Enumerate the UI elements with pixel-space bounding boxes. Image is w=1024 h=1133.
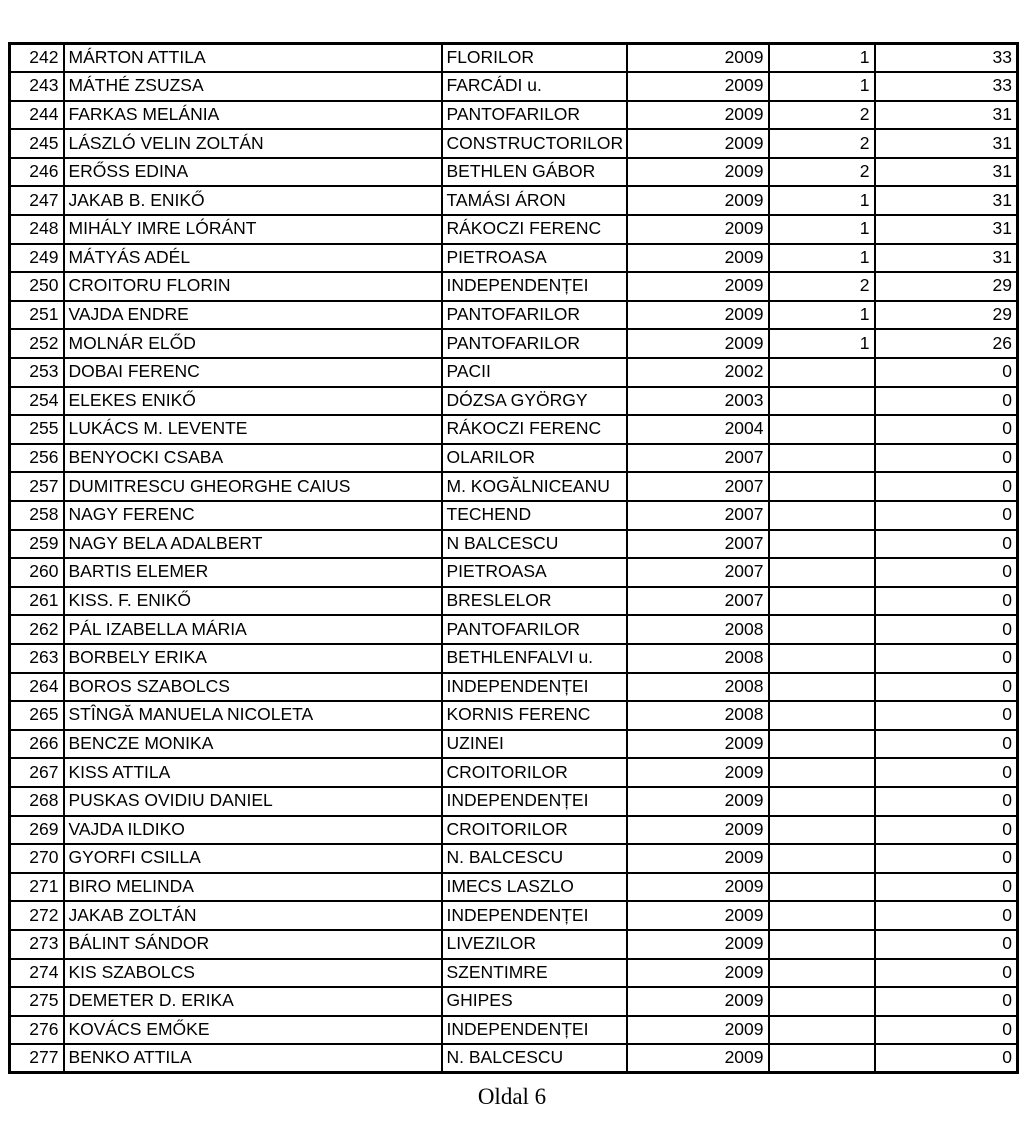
table-row: [10, 358, 1018, 387]
table-row: [10, 329, 1018, 358]
score-cell: 0: [875, 787, 1018, 816]
count-cell: [769, 1016, 875, 1045]
name-cell: MÁTYÁS ADÉL: [64, 244, 442, 273]
street-cell: FARCÁDI u.: [442, 72, 627, 101]
count-cell: 2: [769, 272, 875, 301]
table-row: [10, 644, 1018, 673]
year-cell: 2009: [627, 959, 769, 988]
street-cell: SZENTIMRE: [442, 959, 627, 988]
score-cell: 31: [875, 244, 1018, 273]
row-number-cell: 272: [10, 901, 64, 930]
street-cell: INDEPENDENȚEI: [442, 901, 627, 930]
name-cell: ELEKES ENIKŐ: [64, 387, 442, 416]
street-cell: INDEPENDENȚEI: [442, 272, 627, 301]
table-row: [10, 873, 1018, 902]
row-number-cell: 269: [10, 816, 64, 845]
table-row: [10, 272, 1018, 301]
score-cell: 0: [875, 644, 1018, 673]
score-cell: 0: [875, 444, 1018, 473]
score-cell: 0: [875, 501, 1018, 530]
street-cell: PANTOFARILOR: [442, 329, 627, 358]
table-row: [10, 129, 1018, 158]
row-number-cell: 243: [10, 72, 64, 101]
count-cell: 1: [769, 215, 875, 244]
score-cell: 0: [875, 415, 1018, 444]
score-cell: 0: [875, 758, 1018, 787]
score-cell: 33: [875, 72, 1018, 101]
year-cell: 2009: [627, 301, 769, 330]
score-cell: 0: [875, 615, 1018, 644]
street-cell: PIETROASA: [442, 558, 627, 587]
row-number-cell: 273: [10, 930, 64, 959]
street-cell: CONSTRUCTORILOR: [442, 129, 627, 158]
year-cell: 2009: [627, 272, 769, 301]
count-cell: [769, 587, 875, 616]
year-cell: 2009: [627, 787, 769, 816]
name-cell: VAJDA ENDRE: [64, 301, 442, 330]
year-cell: 2009: [627, 215, 769, 244]
name-cell: JAKAB ZOLTÁN: [64, 901, 442, 930]
name-cell: MIHÁLY IMRE LÓRÁNT: [64, 215, 442, 244]
street-cell: GHIPES: [442, 987, 627, 1016]
table-row: [10, 215, 1018, 244]
street-cell: IMECS LASZLO: [442, 873, 627, 902]
year-cell: 2009: [627, 101, 769, 130]
street-cell: PIETROASA: [442, 244, 627, 273]
street-cell: BETHLEN GÁBOR: [442, 158, 627, 187]
year-cell: 2009: [627, 730, 769, 759]
score-cell: 0: [875, 701, 1018, 730]
row-number-cell: 266: [10, 730, 64, 759]
score-cell: 31: [875, 215, 1018, 244]
count-cell: 2: [769, 158, 875, 187]
count-cell: [769, 358, 875, 387]
name-cell: BENYOCKI CSABA: [64, 444, 442, 473]
row-number-cell: 270: [10, 844, 64, 873]
street-cell: INDEPENDENȚEI: [442, 787, 627, 816]
count-cell: [769, 873, 875, 902]
table-row: [10, 444, 1018, 473]
score-cell: 0: [875, 816, 1018, 845]
year-cell: 2008: [627, 644, 769, 673]
table-row: [10, 44, 1018, 73]
name-cell: KIS SZABOLCS: [64, 959, 442, 988]
year-cell: 2009: [627, 186, 769, 215]
score-cell: 0: [875, 387, 1018, 416]
count-cell: 2: [769, 129, 875, 158]
name-cell: DEMETER D. ERIKA: [64, 987, 442, 1016]
year-cell: 2009: [627, 901, 769, 930]
count-cell: [769, 387, 875, 416]
name-cell: BENCZE MONIKA: [64, 730, 442, 759]
street-cell: KORNIS FERENC: [442, 701, 627, 730]
street-cell: N BALCESCU: [442, 530, 627, 559]
score-cell: 0: [875, 1016, 1018, 1045]
score-cell: 0: [875, 673, 1018, 702]
row-number-cell: 254: [10, 387, 64, 416]
name-cell: GYORFI CSILLA: [64, 844, 442, 873]
count-cell: [769, 730, 875, 759]
table-row: [10, 987, 1018, 1016]
year-cell: 2007: [627, 587, 769, 616]
score-cell: 29: [875, 272, 1018, 301]
count-cell: [769, 644, 875, 673]
table-row: [10, 758, 1018, 787]
table-row: [10, 501, 1018, 530]
row-number-cell: 262: [10, 615, 64, 644]
table-row: [10, 387, 1018, 416]
count-cell: [769, 787, 875, 816]
row-number-cell: 271: [10, 873, 64, 902]
score-cell: 0: [875, 873, 1018, 902]
street-cell: PANTOFARILOR: [442, 301, 627, 330]
year-cell: 2002: [627, 358, 769, 387]
year-cell: 2009: [627, 129, 769, 158]
row-number-cell: 259: [10, 530, 64, 559]
page-number-footer: Oldal 6: [477, 1084, 547, 1109]
score-cell: 31: [875, 158, 1018, 187]
name-cell: ERŐSS EDINA: [64, 158, 442, 187]
year-cell: 2009: [627, 1016, 769, 1045]
score-cell: 0: [875, 901, 1018, 930]
year-cell: 2009: [627, 873, 769, 902]
name-cell: LÁSZLÓ VELIN ZOLTÁN: [64, 129, 442, 158]
count-cell: [769, 987, 875, 1016]
score-cell: 33: [875, 44, 1018, 73]
count-cell: [769, 959, 875, 988]
row-number-cell: 264: [10, 673, 64, 702]
count-cell: 1: [769, 44, 875, 73]
name-cell: BENKO ATTILA: [64, 1044, 442, 1073]
table-row: [10, 472, 1018, 501]
year-cell: 2009: [627, 44, 769, 73]
year-cell: 2009: [627, 987, 769, 1016]
name-cell: MÁRTON ATTILA: [64, 44, 442, 73]
name-cell: VAJDA ILDIKO: [64, 816, 442, 845]
name-cell: BÁLINT SÁNDOR: [64, 930, 442, 959]
year-cell: 2007: [627, 444, 769, 473]
row-number-cell: 257: [10, 472, 64, 501]
street-cell: PANTOFARILOR: [442, 615, 627, 644]
name-cell: MOLNÁR ELŐD: [64, 329, 442, 358]
year-cell: 2009: [627, 158, 769, 187]
table-row: [10, 844, 1018, 873]
year-cell: 2009: [627, 72, 769, 101]
street-cell: N. BALCESCU: [442, 1044, 627, 1073]
name-cell: FARKAS MELÁNIA: [64, 101, 442, 130]
count-cell: [769, 501, 875, 530]
score-cell: 0: [875, 844, 1018, 873]
table-row: [10, 72, 1018, 101]
score-cell: 0: [875, 930, 1018, 959]
table-row: [10, 959, 1018, 988]
row-number-cell: 246: [10, 158, 64, 187]
year-cell: 2003: [627, 387, 769, 416]
score-cell: 31: [875, 129, 1018, 158]
score-cell: 0: [875, 358, 1018, 387]
row-number-cell: 267: [10, 758, 64, 787]
table-row: [10, 558, 1018, 587]
row-number-cell: 250: [10, 272, 64, 301]
count-cell: [769, 816, 875, 845]
street-cell: DÓZSA GYÖRGY: [442, 387, 627, 416]
row-number-cell: 242: [10, 44, 64, 73]
count-cell: [769, 901, 875, 930]
row-number-cell: 249: [10, 244, 64, 273]
count-cell: [769, 673, 875, 702]
score-cell: 0: [875, 530, 1018, 559]
table-row: [10, 301, 1018, 330]
table-row: [10, 1044, 1018, 1073]
year-cell: 2009: [627, 329, 769, 358]
count-cell: 2: [769, 101, 875, 130]
count-cell: [769, 415, 875, 444]
row-number-cell: 247: [10, 186, 64, 215]
count-cell: [769, 444, 875, 473]
count-cell: 1: [769, 186, 875, 215]
street-cell: INDEPENDENȚEI: [442, 1016, 627, 1045]
table-row: [10, 101, 1018, 130]
street-cell: PANTOFARILOR: [442, 101, 627, 130]
table-row: [10, 244, 1018, 273]
count-cell: [769, 558, 875, 587]
year-cell: 2009: [627, 844, 769, 873]
score-cell: 0: [875, 730, 1018, 759]
street-cell: LIVEZILOR: [442, 930, 627, 959]
row-number-cell: 261: [10, 587, 64, 616]
year-cell: 2007: [627, 501, 769, 530]
count-cell: 1: [769, 329, 875, 358]
name-cell: MÁTHÉ ZSUZSA: [64, 72, 442, 101]
count-cell: [769, 701, 875, 730]
table-row: [10, 587, 1018, 616]
table-row: [10, 730, 1018, 759]
name-cell: KISS. F. ENIKŐ: [64, 587, 442, 616]
table-row: [10, 787, 1018, 816]
name-cell: STÎNGĂ MANUELA NICOLETA: [64, 701, 442, 730]
table-row: [10, 1016, 1018, 1045]
year-cell: 2008: [627, 615, 769, 644]
score-cell: 0: [875, 1044, 1018, 1073]
year-cell: 2009: [627, 1044, 769, 1073]
row-number-cell: 276: [10, 1016, 64, 1045]
name-cell: LUKÁCS M. LEVENTE: [64, 415, 442, 444]
street-cell: UZINEI: [442, 730, 627, 759]
row-number-cell: 252: [10, 329, 64, 358]
table-row: [10, 901, 1018, 930]
table-row: [10, 615, 1018, 644]
street-cell: FLORILOR: [442, 44, 627, 73]
street-cell: TAMÁSI ÁRON: [442, 186, 627, 215]
count-cell: 1: [769, 72, 875, 101]
year-cell: 2007: [627, 530, 769, 559]
name-cell: KOVÁCS EMŐKE: [64, 1016, 442, 1045]
count-cell: [769, 615, 875, 644]
score-cell: 31: [875, 186, 1018, 215]
row-number-cell: 277: [10, 1044, 64, 1073]
name-cell: BOROS SZABOLCS: [64, 673, 442, 702]
row-number-cell: 244: [10, 101, 64, 130]
table-row: [10, 930, 1018, 959]
score-cell: 26: [875, 329, 1018, 358]
results-table: [8, 42, 1019, 1074]
table-row: [10, 673, 1018, 702]
year-cell: 2008: [627, 673, 769, 702]
name-cell: PUSKAS OVIDIU DANIEL: [64, 787, 442, 816]
count-cell: [769, 844, 875, 873]
street-cell: OLARILOR: [442, 444, 627, 473]
row-number-cell: 274: [10, 959, 64, 988]
score-cell: 31: [875, 101, 1018, 130]
row-number-cell: 268: [10, 787, 64, 816]
score-cell: 0: [875, 987, 1018, 1016]
year-cell: 2008: [627, 701, 769, 730]
name-cell: BORBELY ERIKA: [64, 644, 442, 673]
row-number-cell: 256: [10, 444, 64, 473]
street-cell: INDEPENDENȚEI: [442, 673, 627, 702]
street-cell: BETHLENFALVI u.: [442, 644, 627, 673]
table-row: [10, 816, 1018, 845]
name-cell: DOBAI FERENC: [64, 358, 442, 387]
score-cell: 0: [875, 472, 1018, 501]
score-cell: 0: [875, 587, 1018, 616]
name-cell: BIRO MELINDA: [64, 873, 442, 902]
table-row: [10, 186, 1018, 215]
name-cell: PÁL IZABELLA MÁRIA: [64, 615, 442, 644]
year-cell: 2007: [627, 558, 769, 587]
street-cell: M. KOGĂLNICEANU: [442, 472, 627, 501]
results-table-body: [10, 44, 1018, 1073]
name-cell: JAKAB B. ENIKŐ: [64, 186, 442, 215]
street-cell: CROITORILOR: [442, 816, 627, 845]
street-cell: CROITORILOR: [442, 758, 627, 787]
year-cell: 2007: [627, 472, 769, 501]
count-cell: [769, 472, 875, 501]
row-number-cell: 253: [10, 358, 64, 387]
row-number-cell: 263: [10, 644, 64, 673]
count-cell: 1: [769, 244, 875, 273]
table-row: [10, 530, 1018, 559]
count-cell: [769, 758, 875, 787]
name-cell: BARTIS ELEMER: [64, 558, 442, 587]
count-cell: [769, 930, 875, 959]
count-cell: [769, 1044, 875, 1073]
table-row: [10, 701, 1018, 730]
year-cell: 2004: [627, 415, 769, 444]
row-number-cell: 275: [10, 987, 64, 1016]
score-cell: 0: [875, 959, 1018, 988]
score-cell: 0: [875, 558, 1018, 587]
row-number-cell: 265: [10, 701, 64, 730]
street-cell: N. BALCESCU: [442, 844, 627, 873]
row-number-cell: 248: [10, 215, 64, 244]
score-cell: 29: [875, 301, 1018, 330]
street-cell: PACII: [442, 358, 627, 387]
count-cell: 1: [769, 301, 875, 330]
count-cell: [769, 530, 875, 559]
name-cell: CROITORU FLORIN: [64, 272, 442, 301]
street-cell: RÁKOCZI FERENC: [442, 215, 627, 244]
row-number-cell: 260: [10, 558, 64, 587]
name-cell: DUMITRESCU GHEORGHE CAIUS: [64, 472, 442, 501]
street-cell: TECHEND: [442, 501, 627, 530]
row-number-cell: 251: [10, 301, 64, 330]
street-cell: BRESLELOR: [442, 587, 627, 616]
year-cell: 2009: [627, 758, 769, 787]
row-number-cell: 255: [10, 415, 64, 444]
table-row: [10, 158, 1018, 187]
table-row: [10, 415, 1018, 444]
name-cell: KISS ATTILA: [64, 758, 442, 787]
name-cell: NAGY BELA ADALBERT: [64, 530, 442, 559]
year-cell: 2009: [627, 816, 769, 845]
street-cell: RÁKOCZI FERENC: [442, 415, 627, 444]
year-cell: 2009: [627, 930, 769, 959]
row-number-cell: 258: [10, 501, 64, 530]
year-cell: 2009: [627, 244, 769, 273]
row-number-cell: 245: [10, 129, 64, 158]
name-cell: NAGY FERENC: [64, 501, 442, 530]
